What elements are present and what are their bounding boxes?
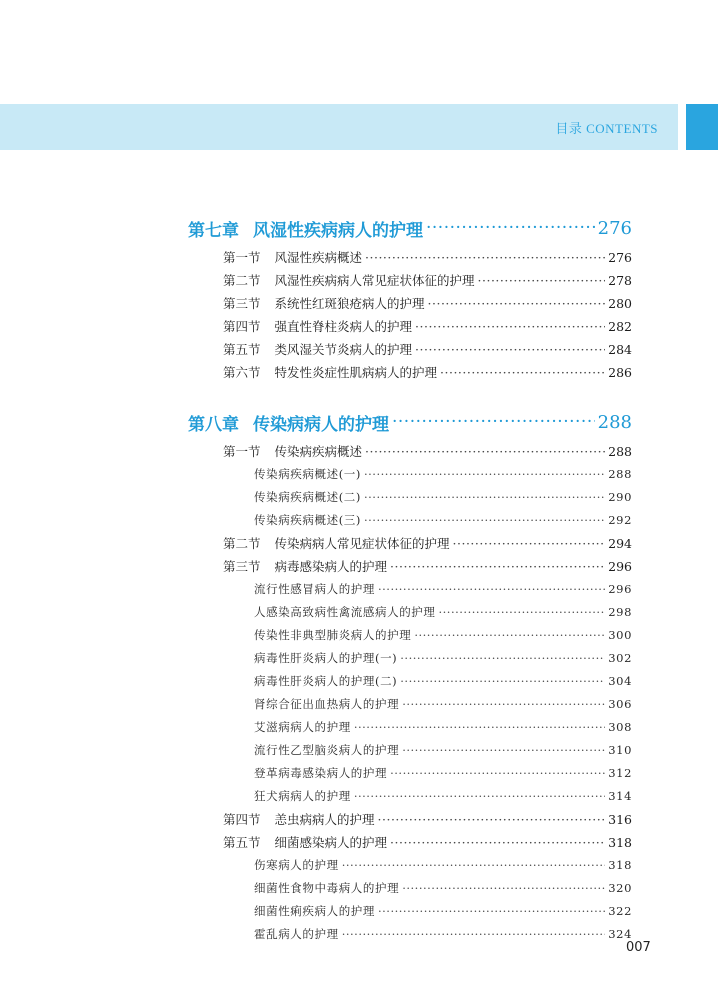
dot-leader (392, 412, 595, 432)
entry-page: 296 (608, 582, 632, 596)
toc-chapter[interactable] (188, 404, 632, 440)
entry-heading (254, 762, 387, 785)
chapter-title: 传染病病人的护理 (253, 414, 389, 435)
entry-heading (223, 315, 412, 338)
entry-title: 特发性炎症性肌病病人的护理 (274, 365, 438, 380)
entry-heading (223, 831, 387, 854)
entry-heading (254, 647, 397, 670)
toc-section[interactable] (188, 292, 632, 315)
entry-heading (223, 532, 450, 555)
dot-leader (378, 578, 605, 601)
dot-leader (390, 831, 605, 854)
entry-title: 传染性非典型肺炎病人的护理 (254, 628, 412, 642)
entry-heading (254, 923, 339, 946)
chapter-heading (188, 410, 389, 435)
entry-heading (254, 670, 397, 693)
dot-leader (364, 509, 605, 532)
chapter-number: 第七章 (188, 220, 239, 241)
dot-leader (365, 440, 605, 463)
toc-subsection[interactable] (188, 647, 632, 670)
entry-page: 306 (608, 697, 632, 711)
entry-heading (223, 269, 475, 292)
toc-subsection[interactable] (188, 693, 632, 716)
dot-leader (390, 762, 605, 785)
entry-heading (223, 338, 412, 361)
dot-leader (378, 900, 605, 923)
header-title: 目录 CONTENTS (555, 121, 658, 136)
dot-leader (402, 693, 605, 716)
entry-title: 病毒性肝炎病人的护理(二) (254, 674, 398, 688)
entry-title: 风湿性疾病病人常见症状体征的护理 (274, 273, 475, 288)
section-number: 第五节 (223, 835, 261, 850)
entry-title: 细菌性食物中毒病人的护理 (254, 881, 400, 895)
entry-title: 类风湿关节炎病人的护理 (274, 342, 413, 357)
entry-heading (254, 601, 436, 624)
entry-title: 传染病疾病概述(二) (254, 490, 361, 504)
toc-subsection[interactable] (188, 923, 632, 946)
entry-page: 292 (608, 513, 632, 527)
entry-heading (254, 716, 351, 739)
chapter-number: 第八章 (188, 414, 239, 435)
toc-subsection[interactable] (188, 877, 632, 900)
toc-subsection[interactable] (188, 854, 632, 877)
entry-page: 276 (608, 250, 632, 265)
section-number: 第一节 (223, 444, 261, 459)
entry-title: 登革病毒感染病人的护理 (254, 766, 388, 780)
dot-leader (400, 670, 605, 693)
entry-title: 霍乱病人的护理 (254, 927, 339, 941)
toc-subsection[interactable] (188, 762, 632, 785)
section-number: 第三节 (223, 296, 261, 311)
dot-leader (440, 361, 605, 384)
entry-heading (254, 693, 399, 716)
entry-title: 强直性脊柱炎病人的护理 (274, 319, 413, 334)
entry-title: 风湿性疾病概述 (274, 250, 363, 265)
section-number: 第六节 (223, 365, 261, 380)
entry-page: 316 (608, 812, 632, 827)
toc-subsection[interactable] (188, 486, 632, 509)
toc-section[interactable] (188, 532, 632, 555)
entry-title: 流行性感冒病人的护理 (254, 582, 375, 596)
toc-section[interactable] (188, 315, 632, 338)
toc-subsection[interactable] (188, 578, 632, 601)
entry-heading (254, 509, 361, 532)
entry-page: 298 (608, 605, 632, 619)
chapter-title: 风湿性疾病病人的护理 (253, 220, 423, 241)
entry-page: 286 (608, 365, 632, 380)
entry-page: 308 (608, 720, 632, 734)
toc-section[interactable] (188, 246, 632, 269)
dot-leader (439, 601, 606, 624)
dot-leader (354, 716, 605, 739)
section-number: 第五节 (223, 342, 261, 357)
toc-section[interactable] (188, 361, 632, 384)
table-of-contents (188, 210, 632, 946)
dot-leader (415, 338, 605, 361)
toc-section[interactable] (188, 831, 632, 854)
entry-page: 288 (608, 467, 632, 481)
entry-heading (254, 624, 411, 647)
entry-page: 282 (608, 319, 632, 334)
entry-heading (223, 440, 362, 463)
dot-leader (342, 923, 606, 946)
dot-leader (415, 315, 605, 338)
entry-page: 312 (608, 766, 632, 780)
toc-section[interactable] (188, 555, 632, 578)
toc-chapter[interactable] (188, 210, 632, 246)
toc-subsection[interactable] (188, 463, 632, 486)
entry-heading (223, 246, 362, 269)
entry-heading (254, 486, 361, 509)
dot-leader (354, 785, 605, 808)
toc-section[interactable] (188, 338, 632, 361)
toc-subsection[interactable] (188, 739, 632, 762)
entry-title: 流行性乙型脑炎病人的护理 (254, 743, 400, 757)
section-number: 第一节 (223, 250, 261, 265)
entry-heading (254, 463, 361, 486)
dot-leader (478, 269, 606, 292)
toc-section[interactable] (188, 440, 632, 463)
dot-leader (365, 246, 605, 269)
toc-subsection[interactable] (188, 601, 632, 624)
dot-leader (402, 739, 605, 762)
entry-page: 314 (608, 789, 632, 803)
toc-subsection[interactable] (188, 670, 632, 693)
entry-title: 系统性红斑狼疮病人的护理 (274, 296, 425, 311)
entry-title: 人感染高致病性禽流感病人的护理 (254, 605, 436, 619)
entry-heading (254, 578, 375, 601)
entry-page: 324 (608, 927, 632, 941)
entry-title: 恙虫病病人的护理 (274, 812, 375, 827)
entry-page: 280 (608, 296, 632, 311)
entry-heading (254, 854, 339, 877)
entry-page: 278 (608, 273, 632, 288)
entry-page: 304 (608, 674, 632, 688)
page-number: 007 (626, 940, 651, 955)
entry-page: 310 (608, 743, 632, 757)
dot-leader (453, 532, 606, 555)
section-number: 第三节 (223, 559, 261, 574)
entry-title: 传染病疾病概述 (274, 444, 363, 459)
entry-page: 318 (608, 835, 632, 850)
entry-page: 322 (608, 904, 632, 918)
entry-heading (254, 877, 399, 900)
toc-subsection[interactable] (188, 509, 632, 532)
dot-leader (390, 555, 605, 578)
entry-title: 肾综合征出血热病人的护理 (254, 697, 400, 711)
toc-section[interactable] (188, 808, 632, 831)
entry-title: 传染病疾病概述(一) (254, 467, 361, 481)
entry-page: 290 (608, 490, 632, 504)
entry-page: 318 (608, 858, 632, 872)
chapter-heading (188, 216, 423, 241)
dot-leader (364, 463, 605, 486)
entry-page: 288 (608, 444, 632, 459)
entry-title: 病毒性肝炎病人的护理(一) (254, 651, 398, 665)
entry-page: 302 (608, 651, 632, 665)
toc-subsection[interactable] (188, 716, 632, 739)
entry-heading (223, 292, 425, 315)
entry-page: 320 (608, 881, 632, 895)
entry-page: 300 (608, 628, 632, 642)
entry-heading (254, 900, 375, 923)
toc-subsection[interactable] (188, 785, 632, 808)
dot-leader (378, 808, 606, 831)
dot-leader (342, 854, 606, 877)
entry-heading (254, 739, 399, 762)
chapter-page: 276 (597, 217, 632, 239)
entry-heading (223, 808, 375, 831)
dot-leader (364, 486, 605, 509)
entry-title: 传染病病人常见症状体征的护理 (274, 536, 450, 551)
section-number: 第四节 (223, 319, 261, 334)
entry-page: 294 (608, 536, 632, 551)
entry-heading (223, 555, 387, 578)
section-number: 第二节 (223, 536, 261, 551)
dot-leader (426, 218, 595, 238)
entry-page: 296 (608, 559, 632, 574)
dot-leader (428, 292, 606, 315)
entry-title: 病毒感染病人的护理 (274, 559, 388, 574)
entry-title: 伤寒病人的护理 (254, 858, 339, 872)
toc-subsection[interactable] (188, 624, 632, 647)
entry-heading (254, 785, 351, 808)
entry-title: 艾滋病病人的护理 (254, 720, 351, 734)
dot-leader (400, 647, 605, 670)
toc-subsection[interactable] (188, 900, 632, 923)
dot-leader (402, 877, 605, 900)
chapter-spacer (188, 384, 632, 404)
entry-title: 细菌性痢疾病人的护理 (254, 904, 375, 918)
section-number: 第四节 (223, 812, 261, 827)
entry-title: 狂犬病病人的护理 (254, 789, 351, 803)
dot-leader (414, 624, 605, 647)
section-number: 第二节 (223, 273, 261, 288)
chapter-page: 288 (597, 411, 632, 433)
entry-page: 284 (608, 342, 632, 357)
header-accent-tab (686, 104, 718, 150)
entry-title: 传染病疾病概述(三) (254, 513, 361, 527)
entry-title: 细菌感染病人的护理 (274, 835, 388, 850)
entry-heading (223, 361, 437, 384)
toc-section[interactable] (188, 269, 632, 292)
